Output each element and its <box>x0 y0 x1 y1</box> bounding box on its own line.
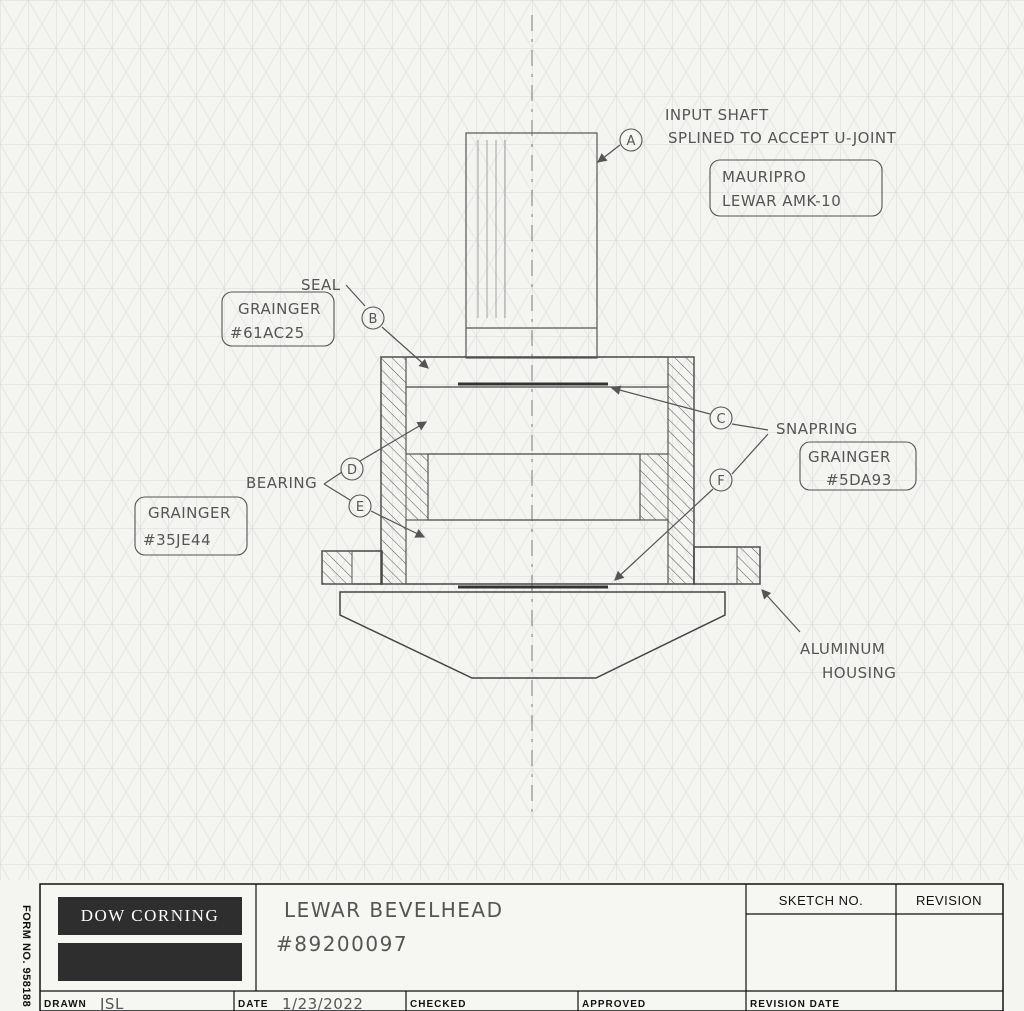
svg-text:E: E <box>355 500 365 515</box>
svg-text:D: D <box>346 463 358 478</box>
svg-text:#5DA93: #5DA93 <box>826 471 892 489</box>
label-splined: SPLINED TO ACCEPT U-JOINT <box>668 129 897 147</box>
checked-label: CHECKED <box>410 999 467 1010</box>
label-snapring: SNAPRING <box>776 420 858 438</box>
title-block <box>40 884 1003 1011</box>
date-label: DATE <box>238 999 269 1010</box>
form-number: FORM NO. 958188 <box>20 905 32 1008</box>
sketch-title: LEWAR BEVELHEAD <box>284 898 504 922</box>
svg-text:DOW CORNING: DOW CORNING <box>80 906 220 925</box>
approved-label: APPROVED <box>582 999 647 1010</box>
date-value: 1/23/2022 <box>282 995 364 1011</box>
svg-text:B: B <box>368 312 378 327</box>
label-input-shaft: INPUT SHAFT <box>665 106 769 124</box>
svg-text:C: C <box>716 412 726 427</box>
svg-text:GRAINGER: GRAINGER <box>148 504 231 522</box>
sketch-no-label: SKETCH NO. <box>778 893 864 908</box>
revision-label: REVISION <box>915 893 983 908</box>
label-seal: SEAL <box>301 276 341 294</box>
revision-date-label: REVISION DATE <box>750 999 841 1010</box>
svg-text:#61AC25: #61AC25 <box>230 324 305 342</box>
svg-text:GRAINGER: GRAINGER <box>238 300 321 318</box>
drawn-label: DRAWN <box>44 999 87 1010</box>
label-bearing: BEARING <box>246 474 318 492</box>
svg-text:GRAINGER: GRAINGER <box>808 448 891 466</box>
svg-text:MAURIPRO: MAURIPRO <box>722 168 807 186</box>
svg-text:#35JE44: #35JE44 <box>143 531 212 549</box>
sketch-part-number: #89200097 <box>276 932 409 956</box>
drawn-value: JSL <box>100 995 124 1011</box>
svg-text:LEWAR AMK-10: LEWAR AMK-10 <box>722 192 842 210</box>
svg-text:HOUSING: HOUSING <box>822 664 897 682</box>
svg-text:F: F <box>717 474 725 489</box>
svg-text:A: A <box>626 134 636 149</box>
svg-text:ALUMINUM: ALUMINUM <box>800 640 886 658</box>
logo-dark-band <box>58 943 242 981</box>
